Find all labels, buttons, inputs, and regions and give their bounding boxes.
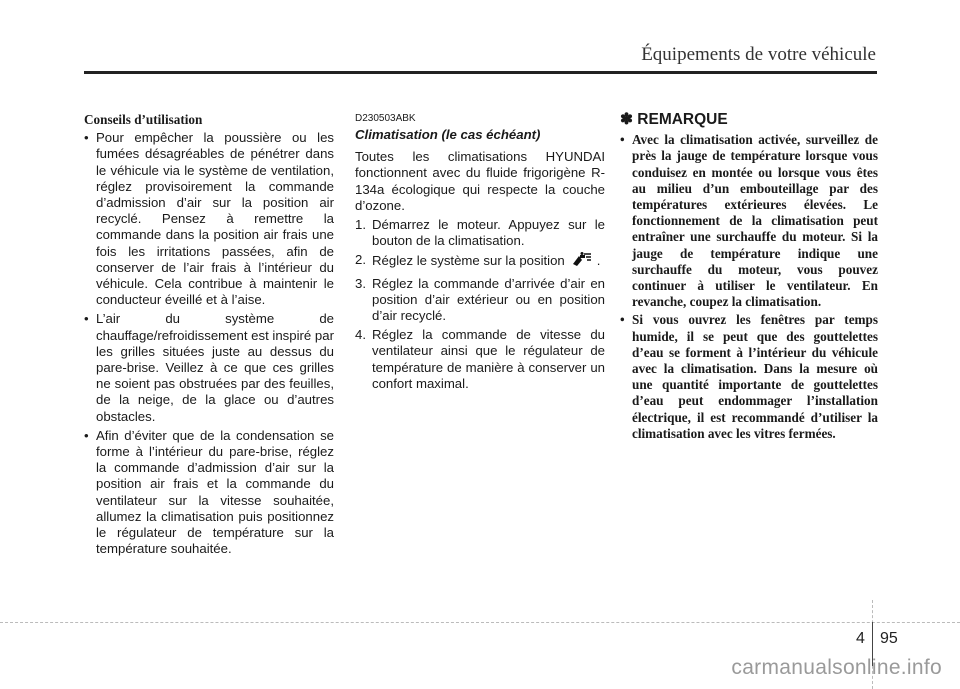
- intro-paragraph: Toutes les climatisations HYUNDAI fonctionnent avec du fluide frigorigène R-134a écologique qui respecte la couche d’ozone.: [355, 149, 605, 213]
- face-vent-icon: [571, 252, 593, 272]
- list-item: 4. Réglez la commande de vitesse du ventilateur ainsi que le régulateur de température de manière à conserver un confort maximal.: [355, 327, 605, 391]
- list-item: • Si vous ouvrez les fenêtres par temps humide, il se peut que des gouttelettes d’eau se forment à l’intérieur du véhicule avec la climatisation. Dans la mesure où une quantité importante de gouttelettes d’eau peut endommager l’installation électrique, il est recommandé d’utiliser la climatisation avec les vitres fermées.: [620, 312, 878, 441]
- section-heading: Conseils d’utilisation: [84, 112, 203, 127]
- bullet-icon: •: [84, 130, 89, 146]
- section-code: D230503ABK: [355, 113, 416, 124]
- list-item: • Pour empêcher la poussière ou les fumées désagréables de pénétrer dans le véhicule via le système de ventilation, réglez provisoirement la commande d’admission d’air sur la position air recyclé. Pensez à remettre la commande dans la position air frais une fois les irritations passées, afin de conserver de l’air frais à l’intérieur du véhicule. Cela contribue à maintenir le conducteur éveillé et à l’aise.: [84, 130, 334, 308]
- page-number: 95: [880, 630, 898, 647]
- footer-dashed-rule: [0, 622, 960, 623]
- section-subheading: Climatisation (le cas échéant): [355, 127, 541, 142]
- column-air-conditioning: [355, 112, 605, 392]
- note-title: ✽ REMARQUE: [620, 111, 728, 128]
- column-usage-tips: [84, 112, 334, 557]
- watermark-text: carmanualsonline.info: [731, 656, 942, 679]
- list-item: • Avec la climatisation activée, surveillez de près la jauge de température lorsque vous conduisez en montée ou lorsque vous êtes au milieu d’un embouteillage par des températures extérieures élevées. Le fonctionnement de la climatisation peut entraîner une surchauffe du moteur. Si la jauge de température indique une surchauffe du moteur, vous pouvez continuer à utiliser le ventilateur. En revanche, coupez la climatisation.: [620, 132, 878, 310]
- bullet-icon: •: [620, 132, 625, 148]
- bullet-icon: •: [84, 311, 89, 327]
- header-rule: [84, 71, 877, 74]
- list-item: 3. Réglez la commande d’arrivée d’air en position d’air extérieur ou en position d’air recyclé.: [355, 275, 605, 324]
- page-header-title: Équipements de votre véhicule: [641, 44, 876, 65]
- bullet-icon: •: [620, 312, 625, 328]
- bullet-icon: •: [84, 427, 89, 443]
- list-item: 1. Démarrez le moteur. Appuyez sur le bouton de la climatisation.: [355, 217, 605, 249]
- list-item: • Afin d’éviter que de la condensation se forme à l’intérieur du pare-brise, réglez la commande d’admission d’air sur la position air frais et la commande du ventilateur sur la vitesse souhaitée, allumez la climatisation puis positionnez le régulateur de température sur la température souhaitée.: [84, 427, 334, 557]
- list-item: 2. Réglez le système sur la position .: [355, 252, 605, 272]
- column-note: [620, 112, 878, 442]
- chapter-number: 4: [856, 630, 865, 647]
- list-item: • L’air du système de chauffage/refroidissement est inspiré par les grilles situées juste au dessus du pare-brise. Veillez à ce que ces grilles ne soient pas obstruées par des feuilles, de la neige, de la glace ou d’autres obstacles.: [84, 311, 334, 424]
